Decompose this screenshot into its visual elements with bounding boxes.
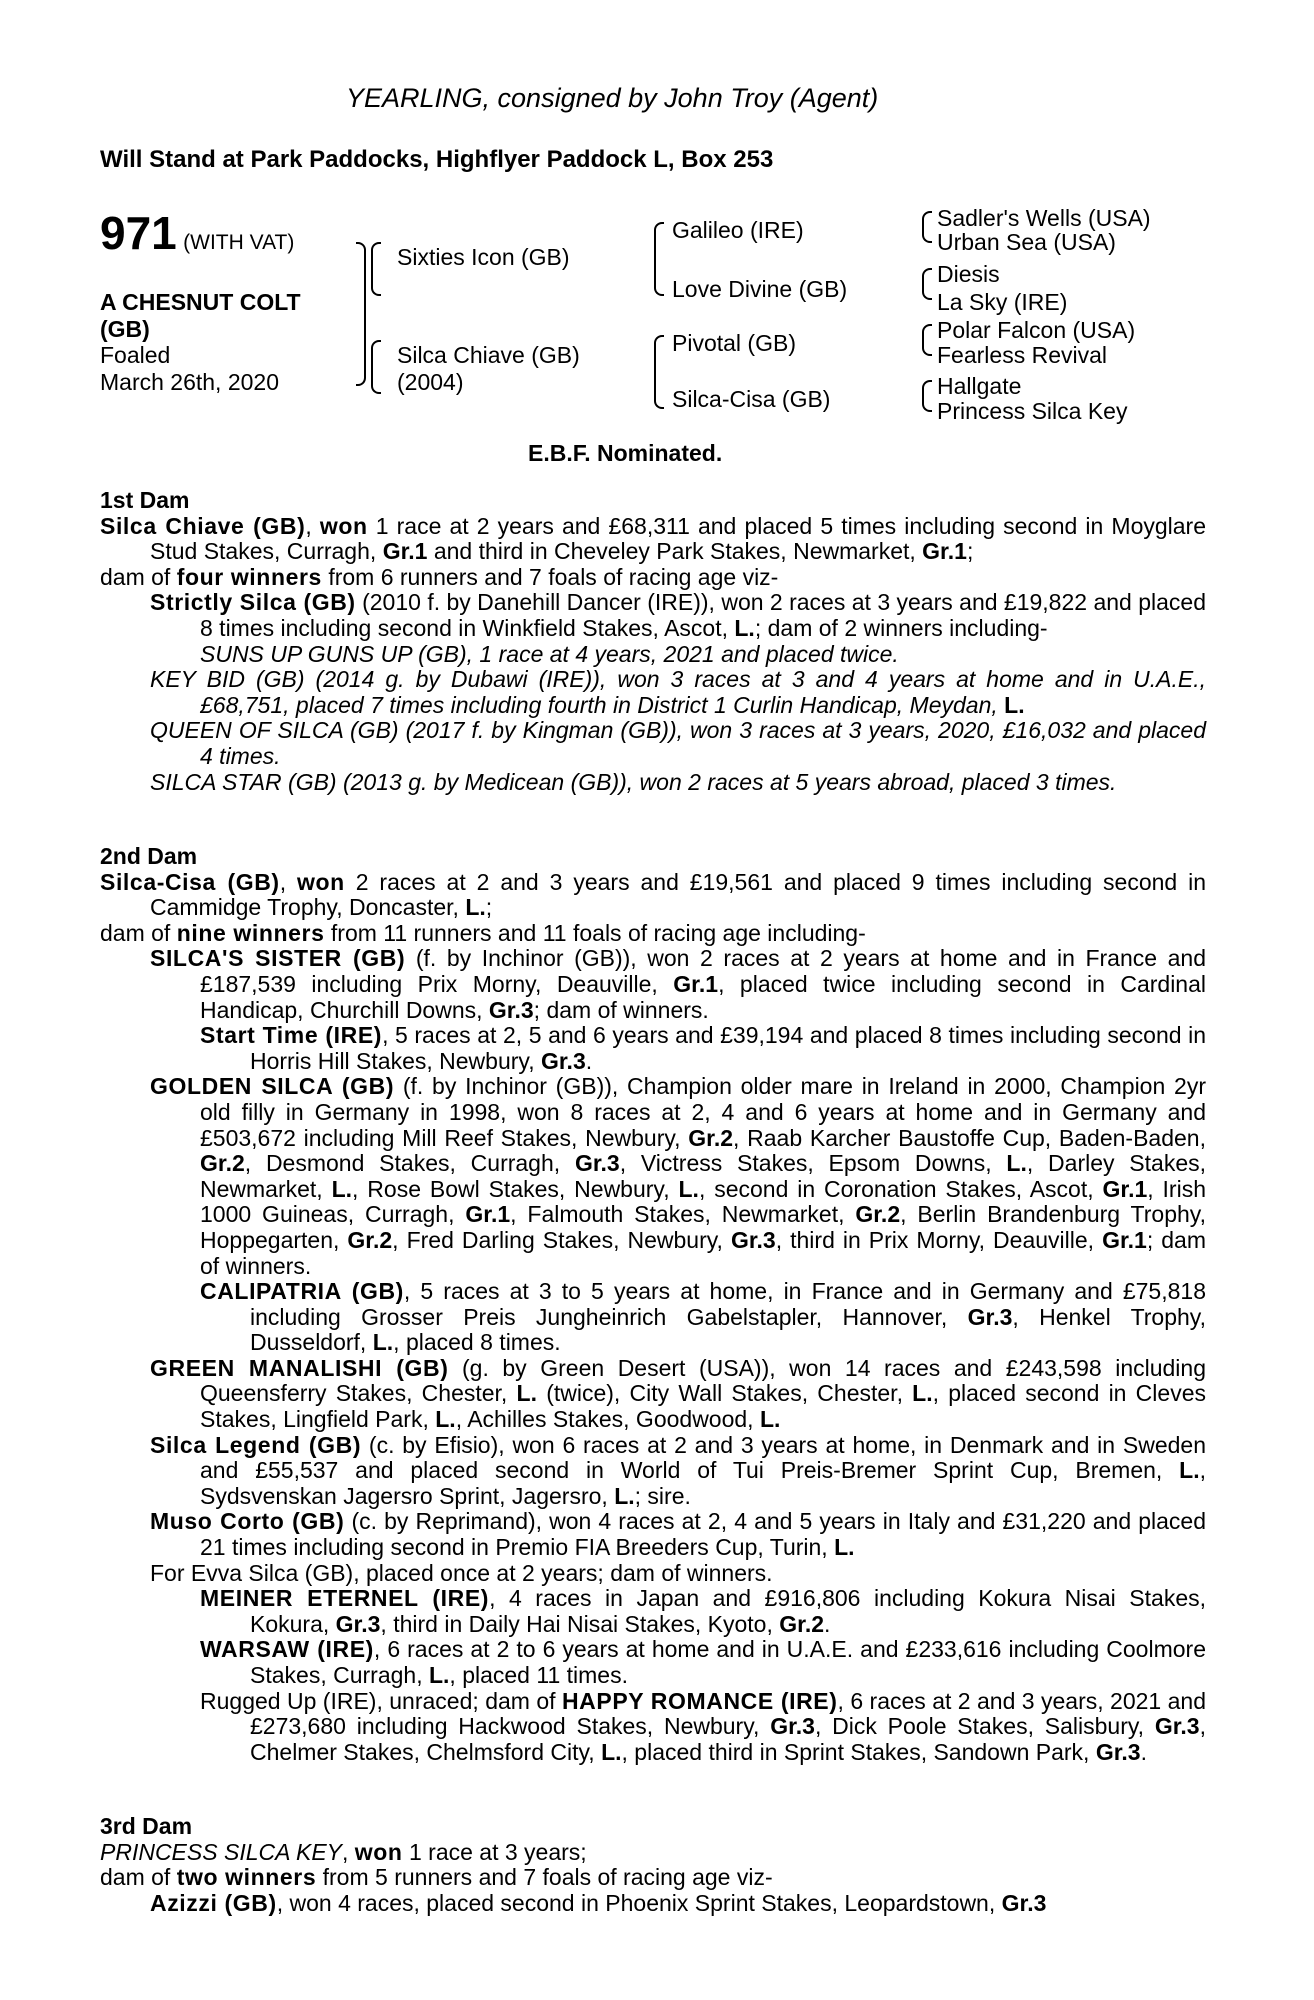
produce-entry: Silca Legend (GB) (c. by Efisio), won 6 races at 2 and 3 years at home, in Denmark and in Sweden and £55,537 and placed second in World of Tui Preis-Bremer Sprint Cup, Bremen, L., Sydsvenskan Jagersro Sprint, Jagersro, L.; sire.	[150, 1431, 1206, 1509]
sire-line-brace	[654, 222, 664, 296]
winners-count: two winners	[176, 1864, 317, 1891]
lot-number-line	[100, 207, 295, 259]
dam-dam-name: Silca-Cisa (GB)	[672, 386, 831, 412]
produce-entry: For Evva Silca (GB), placed once at 2 years; dam of winners.	[150, 1559, 773, 1586]
sire-sire-name: Galileo (IRE)	[672, 217, 804, 243]
grandsire-3: Polar Falcon (USA)	[937, 317, 1136, 343]
produce-subentry: SUNS UP GUNS UP (GB), 1 race at 4 years, 2021 and placed twice.	[200, 640, 899, 667]
produce-subentry: Start Time (IRE), 5 races at 2, 5 and 6 years and £39,194 and placed 8 times including second in Horris Hill Stakes, Newbury, Gr.3.	[200, 1022, 1206, 1074]
record-text: and third in Cheveley Park Stakes, Newmarket,	[427, 538, 923, 565]
grandsire-4: Hallgate	[937, 373, 1022, 399]
foaled-label: Foaled	[100, 342, 171, 368]
consignment-heading: YEARLING, consigned by John Troy (Agent)	[346, 83, 879, 113]
third-dam-heading: 3rd Dam	[100, 1813, 193, 1839]
granddam-4: Princess Silca Key	[937, 398, 1128, 424]
produce-name: WARSAW (IRE)	[200, 1636, 374, 1663]
produce-name: KEY BID (GB)	[150, 666, 305, 693]
grade-badge: Gr.1	[382, 538, 428, 565]
produce-name: HAPPY ROMANCE (IRE)	[561, 1687, 838, 1714]
first-dam-produce-summary: dam of four winners from 6 runners and 7 foals of racing age viz-	[100, 563, 779, 590]
produce-entry: KEY BID (GB) (2014 g. by Dubawi (IRE)), won 3 races at 3 and 4 years at home and in U.A.E., £68,751, placed 7 times including fourth in District 1 Curlin Handicap, Meydan, L.	[150, 666, 1206, 718]
produce-entry: GOLDEN SILCA (GB) (f. by Inchinor (GB)), Champion older mare in Ireland in 2000, Champion 2yr old filly in Germany in 1998, won 8 races at 2, 4 and 6 years at home and in Germany and £503,672 including Mill Reef Stakes, Newbury, Gr.2, Raab Karcher Baustoffe Cup, Baden-Baden, Gr.2, Desmond Stakes, Curragh, Gr.3, Victress Stakes, Epsom Downs, L., Darley Stakes, Newmarket, L., Rose Bowl Stakes, Newbury, L., second in Coronation Stakes, Ascot, Gr.1, Irish 1000 Guineas, Curragh, Gr.1, Falmouth Stakes, Newmarket, Gr.2, Berlin Brandenburg Trophy, Hoppegarten, Gr.2, Fred Darling Stakes, Newbury, Gr.3, third in Prix Morny, Deauville, Gr.1; dam of winners.	[150, 1073, 1206, 1279]
produce-name: QUEEN OF SILCA (GB)	[150, 717, 399, 744]
record-text: ;	[966, 538, 974, 565]
g1-brace	[922, 211, 932, 243]
produce-name: SUNS UP GUNS UP (GB)	[200, 640, 467, 667]
produce-entry: Muso Corto (GB) (c. by Reprimand), won 4 races at 2, 4 and 5 years in Italy and £31,220 and placed 21 times including second in Premio FIA Breeders Cup, Turin, L.	[150, 1508, 1206, 1561]
g4-brace	[922, 380, 932, 412]
produce-entry: QUEEN OF SILCA (GB) (2017 f. by Kingman (GB)), won 3 races at 3 years, 2020, £16,032 and placed 4 times.	[150, 717, 1206, 769]
produce-name: SILCA STAR (GB)	[150, 768, 337, 795]
produce-name: Start Time (IRE)	[200, 1022, 383, 1049]
ebf-nominated: E.B.F. Nominated.	[528, 440, 723, 466]
granddam-3: Fearless Revival	[937, 342, 1107, 368]
first-dam-record: Silca Chiave (GB), won 1 race at 2 years and £68,311 and placed 5 times including second in Moyglare Stud Stakes, Curragh, Gr.1 and third in Cheveley Park Stakes, Newmarket, Gr.1;	[100, 512, 1207, 565]
winners-count: four winners	[176, 563, 322, 590]
dam-line-brace	[654, 335, 664, 409]
produce-name: GOLDEN SILCA (GB)	[150, 1073, 395, 1100]
dam-brace	[371, 340, 381, 394]
third-dam-produce-summary: dam of two winners from 5 runners and 7 foals of racing age viz-	[100, 1864, 773, 1891]
grade-badge: Gr.1	[922, 538, 967, 565]
grandsire-2: Diesis	[937, 261, 1000, 287]
produce-entry: Azizzi (GB), won 4 races, placed second in Phoenix Sprint Stakes, Leopardstown, Gr.3	[150, 1889, 1047, 1916]
produce-entry: SILCA STAR (GB) (2013 g. by Medicean (GB)), won 2 races at 5 years abroad, placed 3 times.	[150, 768, 1117, 795]
dam-name: Silca Chiave (GB)	[397, 342, 580, 368]
sire-dam-name: Love Divine (GB)	[672, 276, 848, 302]
third-dam-record: PRINCESS SILCA KEY, won 1 race at 3 years;	[100, 1838, 587, 1865]
lot-number: 971	[100, 207, 177, 259]
winners-count: nine winners	[176, 919, 325, 946]
dam-sire-name: Pivotal (GB)	[672, 330, 796, 356]
g2-brace	[922, 268, 932, 300]
record-text: 1 race at 2 years and £68,311 and placed 5 times including second in Moyglare Stud Stakes, Curragh,	[150, 512, 1207, 565]
produce-entry: SILCA'S SISTER (GB) (f. by Inchinor (GB)), won 2 races at 2 years at home and in France and £187,539 including Prix Morny, Deauville, Gr.1, placed twice including second in Cardinal Handicap, Churchill Downs, Gr.3; dam of winners.	[150, 945, 1206, 1023]
produce-subentry: MEINER ETERNEL (IRE), 4 races in Japan and £916,806 including Kokura Nisai Stakes, Kokura, Gr.3, third in Daily Hai Nisai Stakes, Kyoto, Gr.2.	[200, 1585, 1206, 1637]
second-dam-name: Silca-Cisa (GB)	[100, 868, 280, 895]
third-dam-section	[100, 1814, 1206, 1916]
produce-name: Azizzi (GB)	[150, 1889, 277, 1916]
produce-name: Muso Corto (GB)	[150, 1508, 345, 1535]
third-dam-name: PRINCESS SILCA KEY	[100, 1838, 343, 1865]
granddam-2: La Sky (IRE)	[937, 289, 1068, 315]
produce-subentry: WARSAW (IRE), 6 races at 2 to 6 years at home and in U.A.E. and £233,616 including Coolmore Stakes, Curragh, L., placed 11 times.	[200, 1636, 1206, 1688]
produce-name: Strictly Silca (GB)	[150, 589, 356, 616]
produce-name: MEINER ETERNEL (IRE)	[200, 1585, 490, 1612]
lot-brace	[356, 242, 366, 386]
grandsire-1: Sadler's Wells (USA)	[937, 205, 1151, 231]
stabling-line: Will Stand at Park Paddocks, Highflyer Paddock L, Box 253	[100, 146, 774, 173]
dam-year: (2004)	[397, 369, 464, 395]
sire-name: Sixties Icon (GB)	[397, 244, 570, 270]
produce-name: CALIPATRIA (GB)	[200, 1278, 404, 1305]
sire-brace	[371, 242, 381, 296]
g3-brace	[922, 324, 932, 356]
second-dam-record: Silca-Cisa (GB), won 2 races at 2 and 3 years and £19,561 and placed 9 times including second in Cammidge Trophy, Doncaster, L.;	[100, 868, 1207, 921]
foaled-date: March 26th, 2020	[100, 369, 280, 395]
second-dam-section	[100, 844, 1206, 1765]
produce-entry: GREEN MANALISHI (GB) (g. by Green Desert (USA)), won 14 races and £243,598 including Queensferry Stakes, Chester, L. (twice), City Wall Stakes, Chester, L., placed second in Cleves Stakes, Lingfield Park, L., Achilles Stakes, Goodwood, L.	[150, 1354, 1206, 1433]
produce-name: SILCA'S SISTER (GB)	[150, 945, 406, 972]
won-label: won	[319, 512, 368, 539]
first-dam-section	[100, 488, 1206, 795]
produce-entry: Strictly Silca (GB) (2010 f. by Danehill Dancer (IRE)), won 2 races at 3 years and £19,822 and placed 8 times including second in Winkfield Stakes, Ascot, L.; dam of 2 winners including-	[150, 589, 1207, 641]
vat-label: (WITH VAT)	[183, 231, 295, 254]
granddam-1: Urban Sea (USA)	[937, 229, 1116, 255]
first-dam-heading: 1st Dam	[100, 487, 190, 513]
lot-description: A CHESNUT COLT	[100, 289, 301, 315]
second-dam-produce-summary: dam of nine winners from 11 runners and 11 foals of racing age including-	[100, 919, 866, 946]
first-dam-name: Silca Chiave (GB)	[100, 512, 306, 539]
produce-subentry: Rugged Up (IRE), unraced; dam of HAPPY ROMANCE (IRE), 6 races at 2 and 3 years, 2021 and £273,680 including Hackwood Stakes, Newbury, Gr.3, Dick Poole Stakes, Salisbury, Gr.3, Chelmer Stakes, Chelmsford City, L., placed third in Sprint Stakes, Sandown Park, Gr.3.	[200, 1687, 1207, 1765]
lot-description-country: (GB)	[100, 316, 150, 342]
second-dam-heading: 2nd Dam	[100, 843, 198, 869]
produce-name: Silca Legend (GB)	[150, 1431, 362, 1458]
produce-name: GREEN MANALISHI (GB)	[150, 1354, 449, 1381]
produce-subentry: CALIPATRIA (GB), 5 races at 3 to 5 years at home, in France and in Germany and £75,818 including Grosser Preis Jungheinrich Gabelstapler, Hannover, Gr.3, Henkel Trophy, Dusseldorf, L., placed 8 times.	[200, 1278, 1206, 1356]
